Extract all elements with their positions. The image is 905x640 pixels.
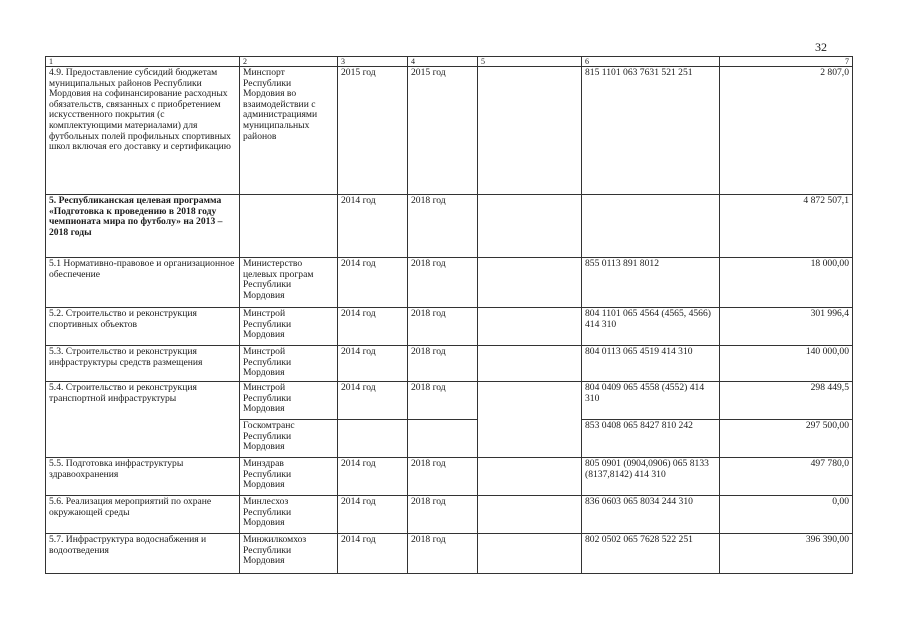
header-cell: 2 [240,57,338,67]
table-row [46,458,853,496]
cell-code: 804 0409 065 4558 (4552) 414 310 [582,382,720,420]
cell-amount: 140 000,00 [720,346,853,382]
cell-col5 [478,496,582,534]
cell-start: 2014 год [338,346,408,382]
budget-table [45,56,853,574]
cell-start: 2014 год [338,496,408,534]
cell-name: 5.7. Инфраструктура водоснабжения и водоотведения [46,534,240,574]
cell-col5 [478,458,582,496]
cell-name: 5.3. Строительство и реконструкция инфраструктуры средств размещения [46,346,240,382]
cell-start: 2015 год [338,67,408,195]
cell-col5 [478,195,582,258]
cell-name: 5.6. Реализация мероприятий по охране окружающей среды [46,496,240,534]
cell-end: 2018 год [408,458,478,496]
cell-start: 2014 год [338,458,408,496]
cell-col5 [478,346,582,382]
cell-executor: Госкомтранс Республики Мордовия [240,420,338,458]
cell-code: 853 0408 065 8427 810 242 [582,420,720,458]
cell-name: 5. Республиканская целевая программа «Подготовка к проведению в 2018 году чемпионата мира по футболу» на 2013 – 2018 годы [46,195,240,258]
cell-executor [240,195,338,258]
cell-executor: Минспорт Республики Мордовия во взаимодействии с администрациями муниципальных районов [240,67,338,195]
cell-end: 2018 год [408,258,478,308]
cell-code: 855 0113 891 8012 [582,258,720,308]
cell-executor: Минлесхоз Республики Мордовия [240,496,338,534]
cell-executor: Минстрой Республики Мордовия [240,382,338,420]
table-row [46,346,853,382]
cell-amount: 18 000,00 [720,258,853,308]
cell-name: 5.5. Подготовка инфраструктуры здравоохранения [46,458,240,496]
table-row [46,258,853,308]
cell-amount: 297 500,00 [720,420,853,458]
cell-executor: Минздрав Республики Мордовия [240,458,338,496]
cell-end: 2018 год [408,382,478,420]
cell-code: 815 1101 063 7631 521 251 [582,67,720,195]
cell-name: 5.4. Строительство и реконструкция транспортной инфраструктуры [46,382,240,458]
cell-amount: 4 872 507,1 [720,195,853,258]
cell-executor: Минстрой Республики Мордовия [240,346,338,382]
cell-name: 5.2. Строительство и реконструкция спортивных объектов [46,308,240,346]
table-row [46,308,853,346]
cell-col5 [478,67,582,195]
cell-start [338,420,408,458]
table-row [46,67,853,195]
cell-start: 2014 год [338,258,408,308]
cell-col5 [478,258,582,308]
cell-end: 2018 год [408,534,478,574]
cell-end: 2018 год [408,308,478,346]
table-row [46,496,853,534]
cell-amount: 298 449,5 [720,382,853,420]
cell-start: 2014 год [338,382,408,420]
cell-code: 836 0603 065 8034 244 310 [582,496,720,534]
cell-code [582,195,720,258]
cell-end: 2018 год [408,346,478,382]
cell-code: 805 0901 (0904,0906) 065 8133 (8137,8142) 414 310 [582,458,720,496]
cell-amount: 0,00 [720,496,853,534]
cell-amount: 497 780,0 [720,458,853,496]
cell-code: 804 0113 065 4519 414 310 [582,346,720,382]
header-row [46,57,853,67]
cell-amount: 301 996,4 [720,308,853,346]
cell-start: 2014 год [338,195,408,258]
cell-code: 804 1101 065 4564 (4565, 4566) 414 310 [582,308,720,346]
header-cell: 7 [720,57,853,67]
header-cell: 4 [408,57,478,67]
header-cell: 3 [338,57,408,67]
table-row [46,534,853,574]
cell-amount: 396 390,00 [720,534,853,574]
cell-start: 2014 год [338,308,408,346]
cell-col5 [478,308,582,346]
table-row [46,382,853,420]
table-row [46,195,853,258]
header-cell: 1 [46,57,240,67]
cell-col5 [478,382,582,458]
cell-executor: Министерство целевых програм Республики Мордовия [240,258,338,308]
cell-end: 2015 год [408,67,478,195]
header-cell: 5 [478,57,582,67]
cell-name: 5.1 Нормативно-правовое и организационное обеспечение [46,258,240,308]
cell-executor: Минжилкомхоз Республики Мордовия [240,534,338,574]
cell-start: 2014 год [338,534,408,574]
cell-col5 [478,534,582,574]
cell-code: 802 0502 065 7628 522 251 [582,534,720,574]
page-number: 32 [815,40,827,54]
cell-end: 2018 год [408,496,478,534]
cell-name: 4.9. Предоставление субсидий бюджетам муниципальных районов Республики Мордовия на софинансирование расходных обязательств, связанных с приобретением искусственного покрытия (с комплектующими материалами) для футбольных полей профильных спортивных школ включая его доставку и сертификацию [46,67,240,195]
cell-executor: Минстрой Республики Мордовия [240,308,338,346]
header-cell: 6 [582,57,720,67]
cell-end: 2018 год [408,195,478,258]
cell-amount: 2 807,0 [720,67,853,195]
cell-end [408,420,478,458]
